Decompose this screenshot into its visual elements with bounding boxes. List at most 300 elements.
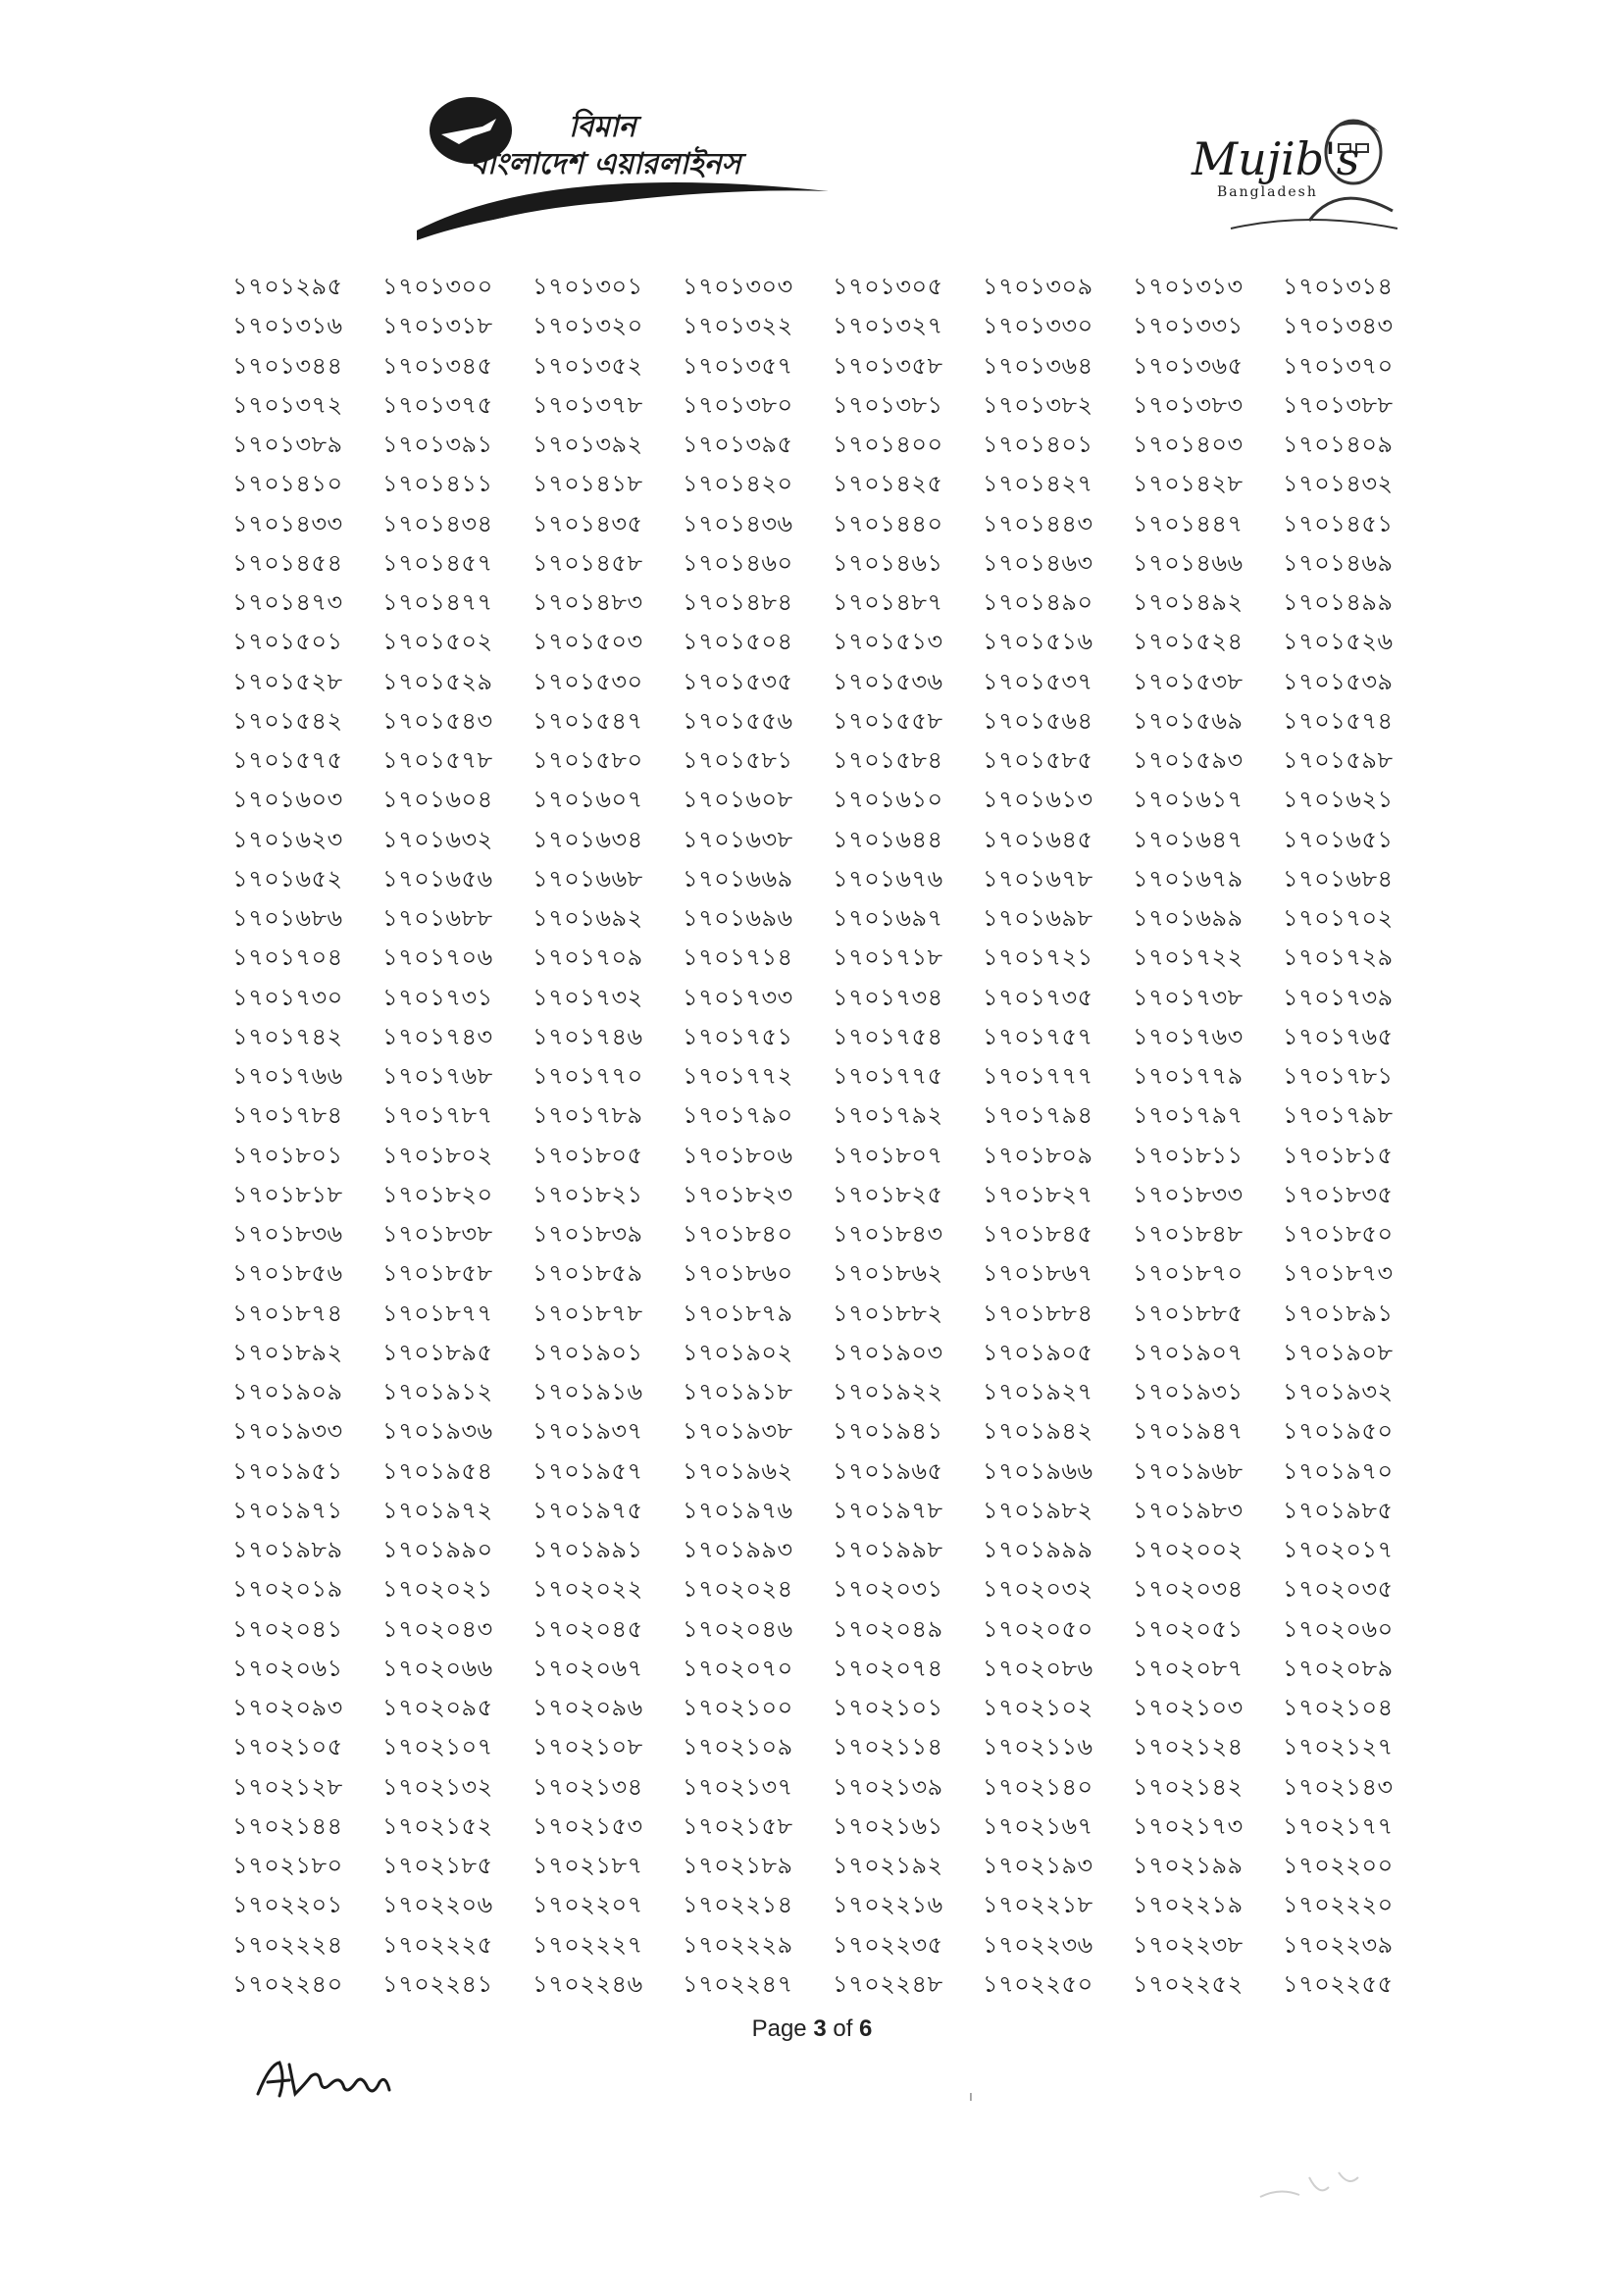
roll-number: ১৭০১৭১৪ <box>683 943 793 972</box>
roll-number: ১৭০১৬৪৫ <box>983 825 1093 853</box>
roll-number: ১৭০২১২৪ <box>1133 1733 1243 1761</box>
roll-number: ১৭০২১৮০ <box>232 1852 343 1879</box>
roll-number: ১৭০১৪৪৭ <box>1133 509 1243 537</box>
roll-number: ১৭০১৮০২ <box>382 1141 493 1169</box>
roll-number: ১৭০১৬৫৬ <box>382 864 493 892</box>
roll-number: ১৭০১৫৭৪ <box>1283 706 1394 735</box>
roll-number: ১৭০১৮৭৭ <box>382 1299 493 1327</box>
roll-number: ১৭০১৩১৮ <box>382 312 493 340</box>
roll-number: ১৭০১৯৭৫ <box>533 1496 643 1524</box>
roll-number: ১৭০১৪৫১ <box>1283 509 1394 537</box>
roll-number: ১৭০১৯৮২ <box>983 1496 1093 1524</box>
roll-number: ১৭০১৮৫৬ <box>232 1259 343 1288</box>
roll-number: ১৭০১৭৭২ <box>683 1062 793 1090</box>
mujibs-bangladesh-logo <box>1192 103 1407 240</box>
roll-number: ১৭০১৭৩৮ <box>1133 983 1243 1011</box>
roll-number: ১৭০১৯৯১ <box>533 1536 643 1563</box>
roll-number: ১৭০১৯৬৮ <box>1133 1456 1243 1485</box>
roll-number: ১৭০২২৩৮ <box>1133 1930 1243 1959</box>
biman-bangladesh-airlines-logo <box>412 93 834 240</box>
roll-number: ১৭০১৪০৯ <box>1283 431 1394 458</box>
roll-number: ১৭০১৮৩৮ <box>382 1220 493 1248</box>
roll-number: ১৭০২০৭৪ <box>833 1654 943 1682</box>
roll-number: ১৭০১৩৭৮ <box>533 390 643 419</box>
roll-number: ১৭০১৮১৫ <box>1283 1141 1394 1169</box>
roll-number: ১৭০১৯৮৫ <box>1283 1496 1394 1524</box>
roll-number: ১৭০২১৭৩ <box>1133 1811 1243 1840</box>
roll-number: ১৭০১৮২৩ <box>683 1180 793 1208</box>
roll-number: ১৭০১৪১১ <box>382 470 493 498</box>
roll-number: ১৭০১৪৩৩ <box>232 509 343 537</box>
roll-number: ১৭০২১৬১ <box>833 1811 943 1840</box>
roll-number: ১৭০২০০২ <box>1133 1536 1243 1563</box>
roll-number: ১৭০২১০৮ <box>533 1733 643 1761</box>
roll-number: ১৭০১৮৩৩ <box>1133 1180 1243 1208</box>
roll-number: ১৭০১৯৯৩ <box>683 1536 793 1563</box>
roll-number: ১৭০২০১৯ <box>232 1575 343 1604</box>
roll-number: ১৭০১৬৯৮ <box>983 904 1093 932</box>
roll-number: ১৭০১৭৩৪ <box>833 983 943 1011</box>
roll-number: ১৭০১৮৮৪ <box>983 1299 1093 1327</box>
roll-number: ১৭০২২৪০ <box>232 1969 343 1998</box>
roll-number: ১৭০১৯৭১ <box>232 1496 343 1524</box>
roll-number: ১৭০১৬৬৯ <box>683 864 793 892</box>
roll-number: ১৭০১৯৫০ <box>1283 1417 1394 1446</box>
roll-number: ১৭০১৩৮৮ <box>1283 390 1394 419</box>
roll-number: ১৭০১৫২৪ <box>1133 628 1243 656</box>
roll-number: ১৭০১৮৯১ <box>1283 1299 1394 1327</box>
roll-number: ১৭০২২০১ <box>232 1891 343 1919</box>
roll-number: ১৭০১৫২৯ <box>382 667 493 695</box>
roll-number: ১৭০১৩৭৫ <box>382 390 493 419</box>
roll-number: ১৭০১৭৩২ <box>533 983 643 1011</box>
roll-number: ১৭০১৪৭৩ <box>232 588 343 616</box>
roll-number: ১৭০২০২১ <box>382 1575 493 1604</box>
roll-number: ১৭০২২৪৮ <box>833 1969 943 1998</box>
roll-number: ১৭০১৮২৫ <box>833 1180 943 1208</box>
roll-number: ১৭০১৫৭৮ <box>382 746 493 774</box>
roll-number: ১৭০১৭৯৮ <box>1283 1101 1394 1130</box>
roll-number: ১৭০২২৫০ <box>983 1969 1093 1998</box>
roll-number: ১৭০১৪৬৩ <box>983 548 1093 577</box>
roll-number: ১৭০২০৪৩ <box>382 1614 493 1643</box>
roll-number: ১৭০১৯০৩ <box>833 1338 943 1366</box>
roll-number: ১৭০১৮৭৯ <box>683 1299 793 1327</box>
roll-number: ১৭০২০৯৫ <box>382 1694 493 1721</box>
roll-number: ১৭০১৭৪৬ <box>533 1022 643 1050</box>
roll-number: ১৭০১৯০৯ <box>232 1378 343 1405</box>
roll-number: ১৭০১৩৫৭ <box>683 351 793 380</box>
roll-number: ১৭০১৯৪১ <box>833 1417 943 1446</box>
roll-number: ১৭০১৫৮৪ <box>833 746 943 774</box>
roll-number: ১৭০২১৮৯ <box>683 1852 793 1879</box>
roll-number: ১৭০২২০৬ <box>382 1891 493 1919</box>
roll-number: ১৭০২০৩৫ <box>1283 1575 1394 1604</box>
roll-number: ১৭০১৪৮৭ <box>833 588 943 616</box>
roll-number: ১৭০১৩২২ <box>683 312 793 340</box>
roll-number: ১৭০১৫৯৩ <box>1133 746 1243 774</box>
roll-number: ১৭০১৫৪২ <box>232 706 343 735</box>
roll-number: ১৭০১৯৭২ <box>382 1496 493 1524</box>
roll-number: ১৭০১৯৩৬ <box>382 1417 493 1446</box>
roll-number: ১৭০১৮৩৫ <box>1283 1180 1394 1208</box>
roll-number: ১৭০১৫৭৫ <box>232 746 343 774</box>
roll-number: ১৭০২১১৪ <box>833 1733 943 1761</box>
roll-number: ১৭০১৯৪২ <box>983 1417 1093 1446</box>
roll-number: ১৭০১৯৯৮ <box>833 1536 943 1563</box>
roll-number: ১৭০১৪৫৪ <box>232 548 343 577</box>
roll-number: ১৭০১৬৭৯ <box>1133 864 1243 892</box>
roll-number: ১৭০১৪৯০ <box>983 588 1093 616</box>
roll-number: ১৭০১৩৮৩ <box>1133 390 1243 419</box>
roll-number: ১৭০২০৮৬ <box>983 1654 1093 1682</box>
roll-number: ১৭০১৬৯৬ <box>683 904 793 932</box>
roll-number: ১৭০২১৪০ <box>983 1772 1093 1801</box>
roll-number: ১৭০১৩৮২ <box>983 390 1093 419</box>
roll-number: ১৭০১৫০২ <box>382 628 493 656</box>
roll-number: ১৭০১৪৮৩ <box>533 588 643 616</box>
roll-number: ১৭০২১৫২ <box>382 1811 493 1840</box>
roll-number: ১৭০১৫৬৯ <box>1133 706 1243 735</box>
roll-number: ১৭০২০৬৭ <box>533 1654 643 1682</box>
roll-number: ১৭০১৪২৭ <box>983 470 1093 498</box>
roll-number: ১৭০১৮৫৮ <box>382 1259 493 1288</box>
roll-number: ১৭০১৯৭০ <box>1283 1456 1394 1485</box>
roll-number: ১৭০১৯৭৮ <box>833 1496 943 1524</box>
roll-number: ১৭০২২৩৬ <box>983 1930 1093 1959</box>
roll-number: ১৭০২২৫৫ <box>1283 1969 1394 1998</box>
roll-number: ১৭০২০৭০ <box>683 1654 793 1682</box>
roll-number: ১৭০১৬১৭ <box>1133 786 1243 814</box>
roll-number: ১৭০১৭৬৫ <box>1283 1022 1394 1050</box>
roll-number: ১৭০১৯৯০ <box>382 1536 493 1563</box>
biman-logo-line2: বাংলাদেশ এয়ারলাইনস <box>471 147 741 181</box>
page-current-number: 3 <box>813 2015 827 2042</box>
roll-number: ১৭০১৫১৬ <box>983 628 1093 656</box>
roll-number: ১৭০১৫২৮ <box>232 667 343 695</box>
roll-number: ১৭০১৫৩৭ <box>983 667 1093 695</box>
roll-number: ১৭০১৫৩৫ <box>683 667 793 695</box>
roll-number: ১৭০১৬৬৮ <box>533 864 643 892</box>
roll-number: ১৭০১৯৬৫ <box>833 1456 943 1485</box>
roll-number: ১৭০১৮৭৪ <box>232 1299 343 1327</box>
roll-number: ১৭০২২১৪ <box>683 1891 793 1919</box>
roll-number: ১৭০২১৫৮ <box>683 1811 793 1840</box>
roll-number: ১৭০১৮৪৫ <box>983 1220 1093 1248</box>
roll-number: ১৭০১৬১৩ <box>983 786 1093 814</box>
roll-number: ১৭০১৩০০ <box>382 273 493 300</box>
roll-number: ১৭০২০৬৬ <box>382 1654 493 1682</box>
roll-number: ১৭০১৯৯৯ <box>983 1536 1093 1563</box>
roll-number: ১৭০১৮০১ <box>232 1141 343 1169</box>
roll-number: ১৭০১৫০১ <box>232 628 343 656</box>
roll-number: ১৭০১৬৭৬ <box>833 864 943 892</box>
roll-number: ১৭০১২৯৫ <box>232 273 343 300</box>
roll-number: ১৭০১৭৩০ <box>232 983 343 1011</box>
roll-number: ১৭০২০১৭ <box>1283 1536 1394 1563</box>
roll-number: ১৭০১৪৬১ <box>833 548 943 577</box>
roll-number: ১৭০১৩১৪ <box>1283 273 1394 300</box>
roll-number: ১৭০২২১৯ <box>1133 1891 1243 1919</box>
roll-number: ১৭০১৮০৬ <box>683 1141 793 1169</box>
roll-number: ১৭০১৫০৩ <box>533 628 643 656</box>
roll-number: ১৭০১৩৮৯ <box>232 431 343 458</box>
roll-number: ১৭০১৬০৭ <box>533 786 643 814</box>
roll-number: ১৭০১৬৮৬ <box>232 904 343 932</box>
roll-number: ১৭০১৬৩২ <box>382 825 493 853</box>
roll-number: ১৭০১৭৭০ <box>533 1062 643 1090</box>
roll-number: ১৭০১৪৫৭ <box>382 548 493 577</box>
handwritten-signature <box>250 2045 446 2114</box>
roll-number: ১৭০১৮৬৭ <box>983 1259 1093 1288</box>
roll-number: ১৭০২২২০ <box>1283 1891 1394 1919</box>
roll-number: ১৭০১৭৫৭ <box>983 1022 1093 1050</box>
roll-number: ১৭০১৮৯২ <box>232 1338 343 1366</box>
roll-number: ১৭০১৭৯৭ <box>1133 1101 1243 1130</box>
roll-number: ১৭০১৭৮১ <box>1283 1062 1394 1090</box>
roll-number: ১৭০১৬৯২ <box>533 904 643 932</box>
biman-logo-line1: বিমান <box>569 110 636 144</box>
roll-number: ১৭০১৭১৮ <box>833 943 943 972</box>
roll-number: ১৭০১৩৯১ <box>382 431 493 458</box>
roll-number: ১৭০২১১৬ <box>983 1733 1093 1761</box>
roll-number: ১৭০১৩৫২ <box>533 351 643 380</box>
roll-number: ১৭০২১০৭ <box>382 1733 493 1761</box>
roll-number: ১৭০২০৮৭ <box>1133 1654 1243 1682</box>
roll-number: ১৭০১৭৭৫ <box>833 1062 943 1090</box>
roll-number: ১৭০১৪১৮ <box>533 470 643 498</box>
roll-number: ১৭০২১৯২ <box>833 1852 943 1879</box>
page-header <box>0 0 1624 245</box>
roll-number: ১৭০১৭৩৩ <box>683 983 793 1011</box>
roll-number: ১৭০২১০৪ <box>1283 1694 1394 1721</box>
roll-number: ১৭০২১৭৭ <box>1283 1811 1394 1840</box>
roll-number: ১৭০১৪২০ <box>683 470 793 498</box>
roll-number: ১৭০১৩৫৮ <box>833 351 943 380</box>
roll-number: ১৭০২১৮৭ <box>533 1852 643 1879</box>
roll-number: ১৭০১৭৮৯ <box>533 1101 643 1130</box>
roll-number: ১৭০২২৪৭ <box>683 1969 793 1998</box>
roll-number: ১৭০১৯৩৮ <box>683 1417 793 1446</box>
roll-number: ১৭০২১৪২ <box>1133 1772 1243 1801</box>
roll-number: ১৭০১৭৭৯ <box>1133 1062 1243 1090</box>
roll-number: ১৭০১৪৭৭ <box>382 588 493 616</box>
roll-number: ১৭০১৮৭৮ <box>533 1299 643 1327</box>
mujib-logo-subtext: Bangladesh <box>1217 184 1318 200</box>
roll-number: ১৭০২২৩৯ <box>1283 1930 1394 1959</box>
roll-number: ১৭০১৪০৩ <box>1133 431 1243 458</box>
roll-number: ১৭০১৪৩২ <box>1283 470 1394 498</box>
roll-number: ১৭০১৭০৬ <box>382 943 493 972</box>
roll-number: ১৭০২১৯৩ <box>983 1852 1093 1879</box>
roll-number: ১৭০১৪৬৯ <box>1283 548 1394 577</box>
roll-number: ১৭০১৮১১ <box>1133 1141 1243 1169</box>
roll-number: ১৭০১৬১০ <box>833 786 943 814</box>
roll-number: ১৭০২১৩৯ <box>833 1772 943 1801</box>
roll-number: ১৭০১৯১২ <box>382 1378 493 1405</box>
roll-number: ১৭০২২১৬ <box>833 1891 943 1919</box>
roll-number: ১৭০১৯২২ <box>833 1378 943 1405</box>
roll-number: ১৭০২০৬০ <box>1283 1614 1394 1643</box>
roll-number: ১৭০১৬৮৪ <box>1283 864 1394 892</box>
roll-number: ১৭০২২২৪ <box>232 1930 343 1959</box>
roll-number: ১৭০১৩২৭ <box>833 312 943 340</box>
roll-number: ১৭০১৫৩০ <box>533 667 643 695</box>
page-label-prefix: Page <box>751 2015 814 2042</box>
roll-number: ১৭০১৮৬০ <box>683 1259 793 1288</box>
roll-number: ১৭০১৯১৬ <box>533 1378 643 1405</box>
roll-number: ১৭০১৭৯৪ <box>983 1101 1093 1130</box>
roll-number: ১৭০২২২৯ <box>683 1930 793 1959</box>
roll-number: ১৭০১৮৭০ <box>1133 1259 1243 1288</box>
roll-number: ১৭০২০২২ <box>533 1575 643 1604</box>
roll-number: ১৭০১৪৩৪ <box>382 509 493 537</box>
roll-number: ১৭০২২০৭ <box>533 1891 643 1919</box>
roll-number: ১৭০১৭৩৫ <box>983 983 1093 1011</box>
roll-number: ১৭০২১৫৩ <box>533 1811 643 1840</box>
roll-number: ১৭০১৬৫২ <box>232 864 343 892</box>
mujib-logo-text: Mujib's <box>1192 132 1360 185</box>
roll-number: ১৭০১৫৪৩ <box>382 706 493 735</box>
roll-number: ১৭০১৮০৯ <box>983 1141 1093 1169</box>
roll-number: ১৭০১৩০১ <box>533 273 643 300</box>
roll-number: ১৭০১৮৬২ <box>833 1259 943 1288</box>
roll-number: ১৭০২২৫২ <box>1133 1969 1243 1998</box>
roll-number: ১৭০২১৮৫ <box>382 1852 493 1879</box>
roll-number: ১৭০১৫৪৭ <box>533 706 643 735</box>
roll-number: ১৭০১৭৪৩ <box>382 1022 493 1050</box>
roll-number: ১৭০১৭৯২ <box>833 1101 943 1130</box>
roll-number: ১৭০২২৩৫ <box>833 1930 943 1959</box>
roll-number: ১৭০১৬২১ <box>1283 786 1394 814</box>
roll-number: ১৭০১৪৯৯ <box>1283 588 1394 616</box>
roll-number: ১৭০২১০৩ <box>1133 1694 1243 1721</box>
roll-number: ১৭০২১০১ <box>833 1694 943 1721</box>
roll-number: ১৭০১৫৩৯ <box>1283 667 1394 695</box>
roll-number: ১৭০২০৪১ <box>232 1614 343 1643</box>
roll-number: ১৭০১৮৪৮ <box>1133 1220 1243 1248</box>
roll-number: ১৭০১৬০৮ <box>683 786 793 814</box>
roll-number: ১৭০১৮২৭ <box>983 1180 1093 1208</box>
roll-number: ১৭০১৬৩৪ <box>533 825 643 853</box>
roll-number: ১৭০২১৩৭ <box>683 1772 793 1801</box>
roll-number: ১৭০১৯৩২ <box>1283 1378 1394 1405</box>
roll-number: ১৭০২০৩২ <box>983 1575 1093 1604</box>
roll-number: ১৭০১৯০১ <box>533 1338 643 1366</box>
roll-number: ১৭০২১৯৯ <box>1133 1852 1243 1879</box>
roll-number: ১৭০১৯৩৭ <box>533 1417 643 1446</box>
roll-number: ১৭০১৭৯০ <box>683 1101 793 1130</box>
roll-number: ১৭০১৩৬৪ <box>983 351 1093 380</box>
scan-smudge <box>1250 2158 1388 2217</box>
roll-number: ১৭০১৪২৫ <box>833 470 943 498</box>
roll-number: ১৭০১৭২২ <box>1133 943 1243 972</box>
signature-graphic <box>250 2045 446 2114</box>
roll-number: ১৭০১৯৫৪ <box>382 1456 493 1485</box>
roll-number: ১৭০১৭৫৪ <box>833 1022 943 1050</box>
roll-number: ১৭০১৭৬৮ <box>382 1062 493 1090</box>
roll-number: ১৭০১৭২১ <box>983 943 1093 972</box>
roll-number: ১৭০১৭৩১ <box>382 983 493 1011</box>
roll-number: ১৭০১৬৪৪ <box>833 825 943 853</box>
roll-number: ১৭০১৪০০ <box>833 431 943 458</box>
roll-number: ১৭০১৯৭৬ <box>683 1496 793 1524</box>
page-footer <box>0 2015 1624 2043</box>
roll-number: ১৭০১৪৯২ <box>1133 588 1243 616</box>
roll-number: ১৭০১৪৩৬ <box>683 509 793 537</box>
roll-number: ১৭০১৩৮১ <box>833 390 943 419</box>
roll-number: ১৭০১৮৫০ <box>1283 1220 1394 1248</box>
roll-number: ১৭০১৩০৫ <box>833 273 943 300</box>
roll-number-grid <box>232 267 1409 2004</box>
roll-number: ১৭০১৮৪০ <box>683 1220 793 1248</box>
roll-number: ১৭০১৭৪২ <box>232 1022 343 1050</box>
roll-number: ১৭০১৭০২ <box>1283 904 1394 932</box>
roll-number: ১৭০১৬০৪ <box>382 786 493 814</box>
roll-number: ১৭০১৩৪৪ <box>232 351 343 380</box>
roll-number: ১৭০১৬৮৮ <box>382 904 493 932</box>
roll-number: ১৭০১৩৬৫ <box>1133 351 1243 380</box>
roll-number: ১৭০১৮১৮ <box>232 1180 343 1208</box>
roll-number: ১৭০২২০০ <box>1283 1852 1394 1879</box>
roll-number: ১৭০২২৪১ <box>382 1969 493 1998</box>
roll-number: ১৭০১৭৮৪ <box>232 1101 343 1130</box>
roll-number: ১৭০১৩৩০ <box>983 312 1093 340</box>
roll-number: ১৭০২১৪৩ <box>1283 1772 1394 1801</box>
roll-number: ১৭০১৯০২ <box>683 1338 793 1366</box>
roll-number: ১৭০১৫৯৮ <box>1283 746 1394 774</box>
roll-number: ১৭০১৪৩৫ <box>533 509 643 537</box>
roll-number: ১৭০১৯২৭ <box>983 1378 1093 1405</box>
roll-number: ১৭০২০৯৬ <box>533 1694 643 1721</box>
roll-number: ১৭০১৭৭৭ <box>983 1062 1093 1090</box>
roll-number: ১৭০১৮২১ <box>533 1180 643 1208</box>
roll-number: ১৭০২১০০ <box>683 1694 793 1721</box>
roll-number: ১৭০২১০৯ <box>683 1733 793 1761</box>
roll-number: ১৭০১৮৩৬ <box>232 1220 343 1248</box>
roll-number: ১৭০১৯৫১ <box>232 1456 343 1485</box>
roll-number: ১৭০১৫১৩ <box>833 628 943 656</box>
roll-number: ১৭০১৬৭৮ <box>983 864 1093 892</box>
roll-number: ১৭০২১৬৭ <box>983 1811 1093 1840</box>
roll-number: ১৭০২০৪৯ <box>833 1614 943 1643</box>
roll-number: ১৭০১৩৭২ <box>232 390 343 419</box>
roll-number: ১৭০২০৪৬ <box>683 1614 793 1643</box>
roll-number: ১৭০২০৩৪ <box>1133 1575 1243 1604</box>
roll-number: ১৭০১৭০৪ <box>232 943 343 972</box>
roll-number: ১৭০২১০২ <box>983 1694 1093 1721</box>
roll-number: ১৭০২১২৮ <box>232 1772 343 1801</box>
roll-number: ১৭০১৮৩৯ <box>533 1220 643 1248</box>
roll-number: ১৭০১৩৯৫ <box>683 431 793 458</box>
roll-number: ১৭০১৪১০ <box>232 470 343 498</box>
roll-number: ১৭০১৩৯২ <box>533 431 643 458</box>
roll-number: ১৭০১৮৮৫ <box>1133 1299 1243 1327</box>
roll-number: ১৭০১৩০৩ <box>683 273 793 300</box>
roll-number: ১৭০১৮০৫ <box>533 1141 643 1169</box>
roll-number: ১৭০১৮৮২ <box>833 1299 943 1327</box>
roll-number: ১৭০১৪৮৪ <box>683 588 793 616</box>
roll-number: ১৭০১৩২০ <box>533 312 643 340</box>
roll-number: ১৭০২০২৪ <box>683 1575 793 1604</box>
roll-number: ১৭০১৬৫১ <box>1283 825 1394 853</box>
roll-number: ১৭০১৭০৯ <box>533 943 643 972</box>
roll-number: ১৭০২২২৭ <box>533 1930 643 1959</box>
roll-number: ১৭০১৭৬৬ <box>232 1062 343 1090</box>
roll-number: ১৭০২০৫১ <box>1133 1614 1243 1643</box>
roll-number: ১৭০২২২৫ <box>382 1930 493 1959</box>
roll-number: ১৭০১৩১৬ <box>232 312 343 340</box>
